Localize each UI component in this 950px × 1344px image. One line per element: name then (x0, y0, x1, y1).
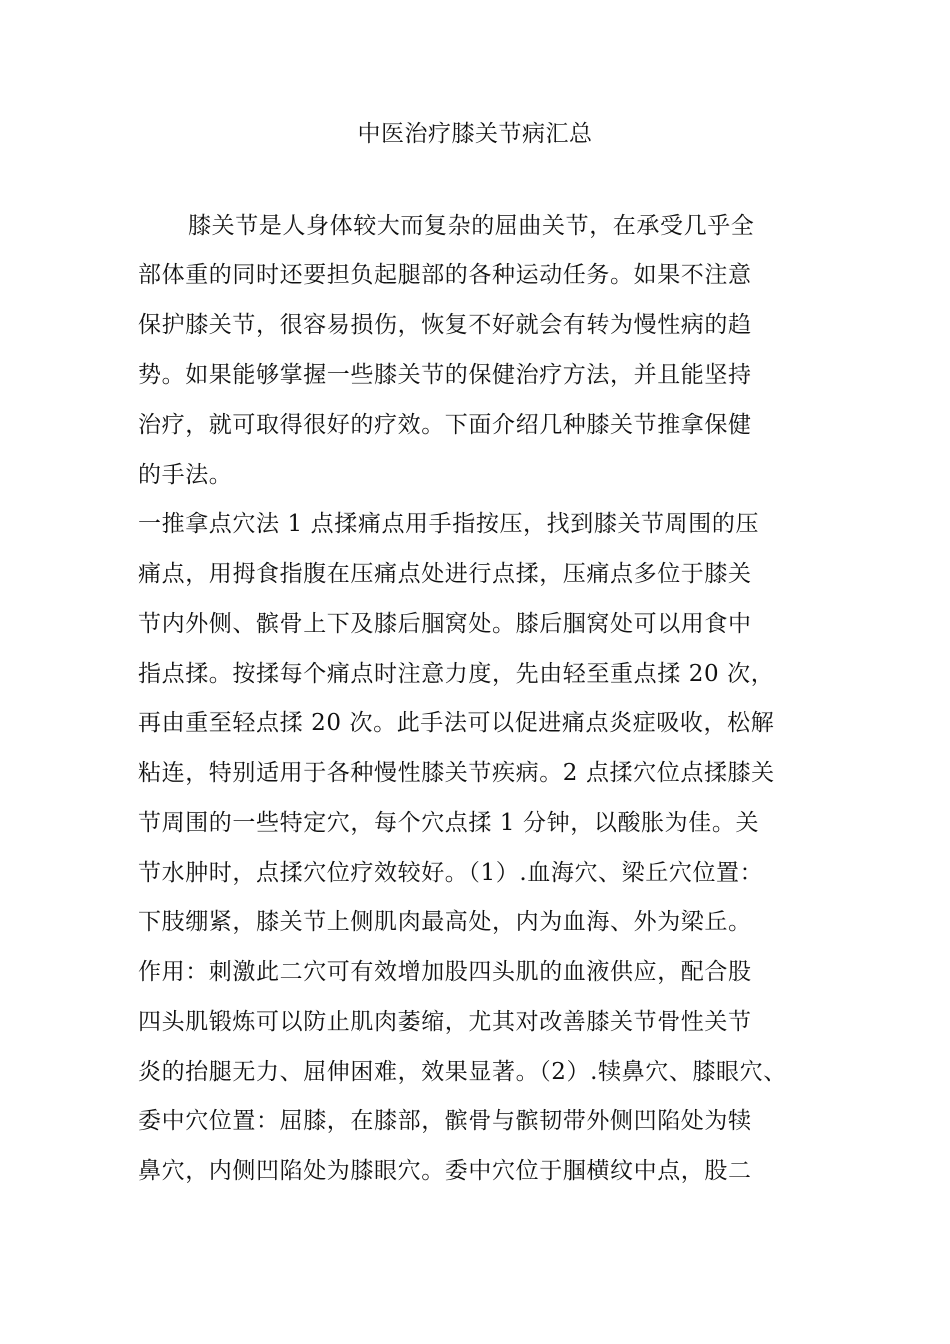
paragraph-line: 粘连，特别适用于各种慢性膝关节疾病。2 点揉穴位点揉膝关 (138, 760, 775, 786)
paragraph-line: 治疗，就可取得很好的疗效。下面介绍几种膝关节推拿保健 (138, 412, 752, 438)
paragraph-line: 鼻穴，内侧凹陷处为膝眼穴。委中穴位于腘横纹中点，股二 (138, 1158, 752, 1184)
paragraph-line: 势。如果能够掌握一些膝关节的保健治疗方法，并且能坚持 (138, 362, 752, 388)
paragraph-line: 节内外侧、髌骨上下及膝后腘窝处。膝后腘窝处可以用食中 (138, 611, 752, 637)
paragraph-line: 再由重至轻点揉 20 次。此手法可以促进痛点炎症吸收，松解 (138, 710, 775, 736)
paragraph-line: 保护膝关节，很容易损伤，恢复不好就会有转为慢性病的趋 (138, 312, 752, 338)
paragraph-line: 作用：刺激此二穴可有效增加股四头肌的血液供应，配合股 (138, 959, 752, 985)
paragraph-line: 指点揉。按揉每个痛点时注意力度，先由轻至重点揉 20 次， (138, 661, 775, 687)
paragraph-line: 四头肌锻炼可以防止肌肉萎缩，尤其对改善膝关节骨性关节 (138, 1009, 752, 1035)
paragraph-line: 部体重的同时还要担负起腿部的各种运动任务。如果不注意 (138, 262, 752, 288)
paragraph-line: 一推拿点穴法 1 点揉痛点用手指按压，找到膝关节周围的压 (138, 511, 760, 537)
paragraph-line: 下肢绷紧，膝关节上侧肌肉最高处，内为血海、外为梁丘。 (138, 909, 752, 935)
paragraph-line: 委中穴位置：屈膝，在膝部，髌骨与髌韧带外侧凹陷处为犊 (138, 1108, 752, 1134)
document-title: 中医治疗膝关节病汇总 (357, 121, 593, 147)
paragraph-line: 节水肿时，点揉穴位疗效较好。（1）.血海穴、梁丘穴位置： (138, 860, 764, 886)
paragraph-line: 炎的抬腿无力、屈伸困难，效果显著。（2）.犊鼻穴、膝眼穴、 (138, 1059, 787, 1085)
paragraph-line: 膝关节是人身体较大而复杂的屈曲关节，在承受几乎全 (188, 213, 755, 239)
paragraph-line: 痛点，用拇食指腹在压痛点处进行点揉，压痛点多位于膝关 (138, 561, 752, 587)
paragraph-line: 节周围的一些特定穴，每个穴点揉 1 分钟，以酸胀为佳。关 (138, 810, 760, 836)
paragraph-line: 的手法。 (138, 462, 233, 488)
